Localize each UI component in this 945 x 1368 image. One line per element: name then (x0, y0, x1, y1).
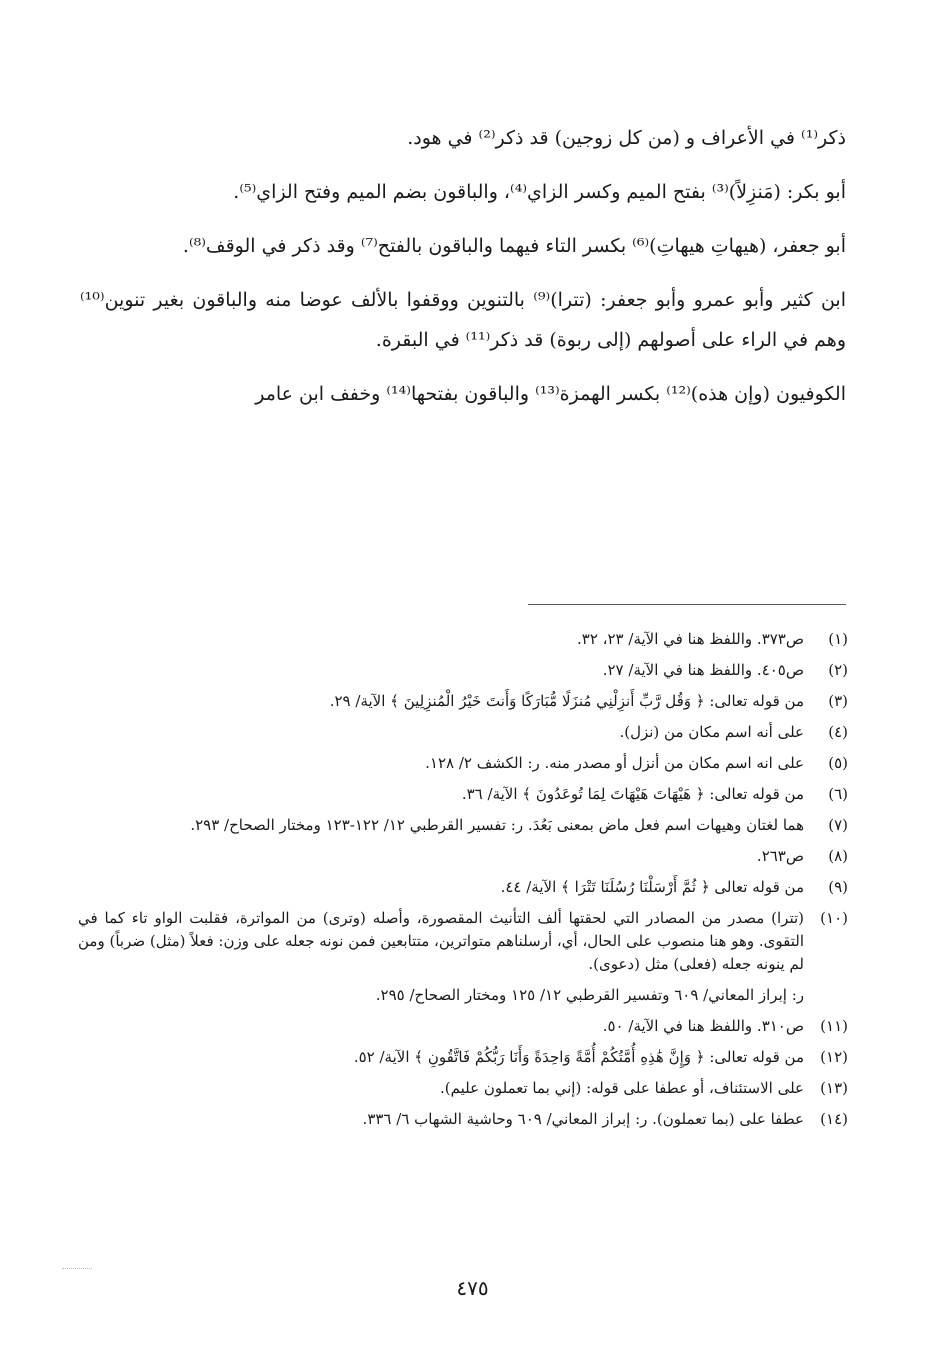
footnote (78, 1046, 848, 1069)
footnote (78, 876, 848, 899)
footnote-text: (تترا) مصدر من المصادر التي لحقتها ألف التأنيث المقصورة، وأصله (وترى) من المواترة، فقلبت الواو تاء كما في التقوى. وهو هنا منصوب على الحال، أي، أرسلناهم متواترين، متتابعين فمن نونه جعله على وزن: فعلاً (مثل) ضرباً) ومن لم ينونه جعله (فعلى) مثل (دعوى). (78, 909, 805, 973)
footnote (78, 814, 848, 837)
footnote (78, 752, 848, 775)
footnote-number: (٤) (828, 723, 848, 741)
footnote (78, 690, 848, 713)
footnote-text: على انه اسم مكان من أنزل أو مصدر منه. ر: الكشف ٢/ ١٢٨. (425, 754, 804, 772)
footnote (78, 628, 848, 651)
footnote-text: ر: إبراز المعاني/ ٦٠٩ وتفسير القرطبي ١٢/ ١٢٥ ومختار الصحاح/ ٢٩٥. (375, 986, 804, 1004)
footnote-text: على الاستئناف، أو عطفا على قوله: (إني بما تعملون عليم). (440, 1079, 804, 1097)
footnote-continuation (78, 984, 848, 1007)
main-text (80, 118, 846, 428)
footnote-text: ص٣١٠. واللفظ هنا في الآية/ ٥٠. (602, 1017, 804, 1035)
footnote-text: ص٤٠٥. واللفظ هنا في الآية/ ٢٧. (602, 661, 804, 679)
footnote (78, 845, 848, 868)
footnote (78, 659, 848, 682)
footnote-text: من قوله تعالى ﴿ ثُمَّ أَرْسَلْنَا رُسُلَنَا تَتْرَا ﴾ الآية/ ٤٤. (500, 878, 804, 896)
paragraph: الكوفيون (وإن هذه)⁽¹²⁾ بكسر الهمزة⁽¹³⁾ والباقون بفتحها⁽¹⁴⁾ وخفف ابن عامر (255, 383, 846, 405)
footnote-number: (٨) (828, 847, 848, 865)
footnote-number: (٩) (828, 878, 848, 896)
footnote-divider (528, 604, 846, 605)
footnote-number: (٢) (828, 661, 848, 679)
footnote (78, 1108, 848, 1131)
footnote-number: (١٢) (820, 1048, 848, 1066)
footnote (78, 1077, 848, 1100)
paragraph: أبو جعفر، (هيهاتِ هيهاتِ)⁽⁶⁾ بكسر التاء فيهما والباقون بالفتح⁽⁷⁾ وقد ذكر في الوقف⁽⁸⁾. (182, 235, 846, 257)
footnote-number: (١١) (820, 1017, 848, 1035)
footnote (78, 783, 848, 806)
footnotes (78, 628, 848, 1139)
footnote-text: عطفا على (بما تعملون). ر: إبراز المعاني/ ٦٠٩ وحاشية الشهاب ٦/ ٣٣٦. (362, 1110, 804, 1128)
page-number: ٤٧٥ (456, 1276, 489, 1300)
footnote-number: (٧) (828, 816, 848, 834)
footnote-text: ص٣٧٣. واللفظ هنا في الآية/ ٢٣، ٣٢. (576, 630, 804, 648)
footnote-text: هما لغتان وهيهات اسم فعل ماض بمعنى بَعُدَ. ر: تفسير القرطبي ١٢/ ١٢٢-١٢٣ ومختار الصحاح/ ٢٩٣. (190, 816, 804, 834)
footnote-number: (٥) (828, 754, 848, 772)
footnote-number (804, 984, 848, 1007)
footnote-text: من قوله تعالى: ﴿ هَيْهَاتَ هَيْهَاتَ لِمَا تُوعَدُونَ ﴾ الآية/ ٣٦. (461, 785, 804, 803)
footnote (78, 1015, 848, 1038)
scan-mark (62, 1268, 92, 1269)
footnote-text: ص٢٦٣. (756, 847, 804, 865)
footnote-number: (١) (828, 630, 848, 648)
footnote (78, 907, 848, 976)
paragraph: ابن كثير وأبو عمرو وأبو جعفر: (تترا)⁽⁹⁾ بالتنوين ووقفوا بالألف عوضا منه والباقون بغير تنوين⁽¹⁰⁾ وهم في الراء على أصولهم (إلى ربوة) قد ذكر⁽¹¹⁾ في البقرة. (80, 289, 846, 351)
footnote (78, 721, 848, 744)
footnote-number: (١٠) (820, 909, 848, 927)
paragraph: أبو بكر: (مَنزِلاً)⁽³⁾ بفتح الميم وكسر الزاي⁽⁴⁾، والباقون بضم الميم وفتح الزاي⁽⁵⁾. (233, 181, 846, 203)
footnote-number: (١٣) (820, 1079, 848, 1097)
footnote-text: من قوله تعالى: ﴿ وَإِنَّ هَٰذِهِ أُمَّتُكُمْ أُمَّةً وَاحِدَةً وَأَنَا رَبُّكُمْ فَاتَّقُونِ ﴾ الآية/ ٥٢. (353, 1048, 804, 1066)
footnote-number: (٣) (828, 692, 848, 710)
footnote-number: (٦) (828, 785, 848, 803)
footnote-number: (١٤) (820, 1110, 848, 1128)
footnote-text: على أنه اسم مكان من (نزل). (619, 723, 804, 741)
paragraph: ذكر⁽¹⁾ في الأعراف و (من كل زوجين) قد ذكر⁽²⁾ في هود. (407, 127, 846, 149)
footnote-text: من قوله تعالى: ﴿ وَقُل رَّبِّ أَنزِلْنِي مُنزَلًا مُّبَارَكًا وَأَنتَ خَيْرُ الْمُنزِلِينَ ﴾ الآية/ ٢٩. (329, 692, 804, 710)
